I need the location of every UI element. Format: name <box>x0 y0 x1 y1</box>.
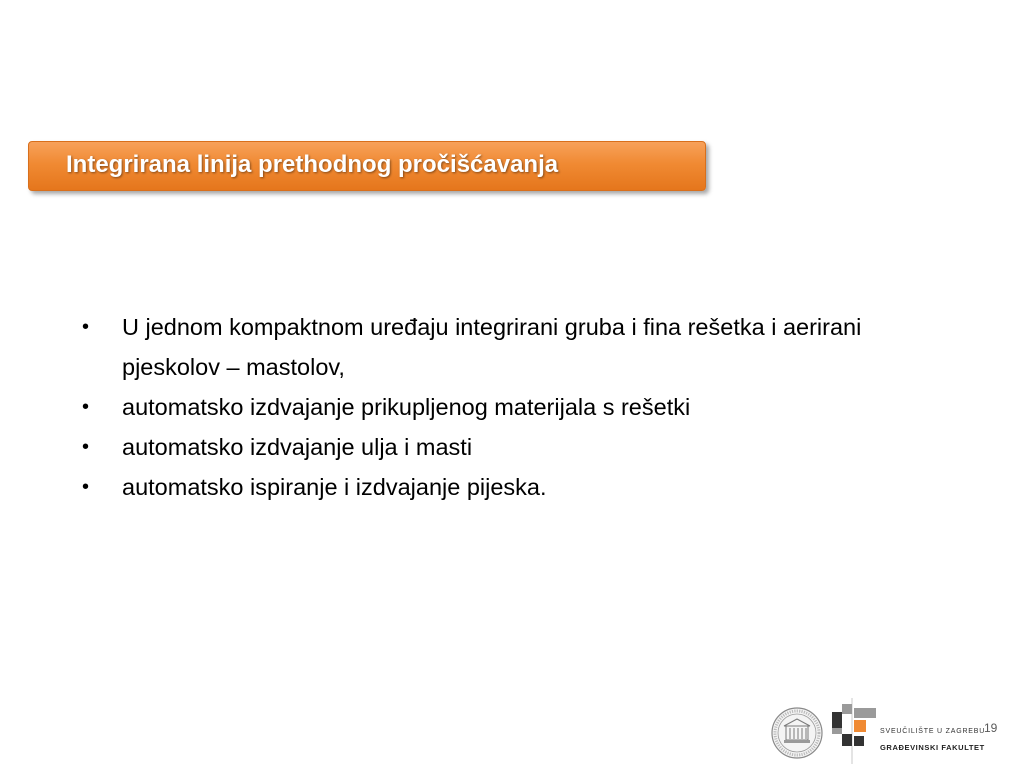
bullet-icon: • <box>82 476 90 498</box>
bullet-text: automatsko ispiranje i izdvajanje pijeska. <box>122 474 547 500</box>
bullet-icon: • <box>82 316 90 338</box>
page-number: 19 <box>984 721 998 735</box>
university-seal-icon <box>770 706 824 760</box>
slide-title: Integrirana linija prethodnog pročišćavanja <box>66 151 559 178</box>
bullet-text: automatsko izdvajanje prikupljenog materijala s rešetki <box>122 394 691 420</box>
title-banner <box>28 141 706 191</box>
faculty-logo-icon <box>826 698 880 764</box>
bullet-icon: • <box>82 436 90 458</box>
faculty-name: GRAĐEVINSKI FAKULTET <box>880 743 985 752</box>
bullet-item <box>78 427 938 467</box>
bullet-list <box>78 307 938 507</box>
university-name: SVEUČILIŠTE U ZAGREBU <box>880 728 986 735</box>
bullet-text: automatsko izdvajanje ulja i masti <box>122 434 473 460</box>
bullet-text: U jednom kompaktnom uređaju integrirani gruba i fina rešetka i aerirani pjeskolov – mastolov, <box>122 314 862 380</box>
bullet-item <box>78 307 938 387</box>
bullet-item <box>78 467 938 507</box>
bullet-item <box>78 387 938 427</box>
bullet-icon: • <box>82 396 90 418</box>
